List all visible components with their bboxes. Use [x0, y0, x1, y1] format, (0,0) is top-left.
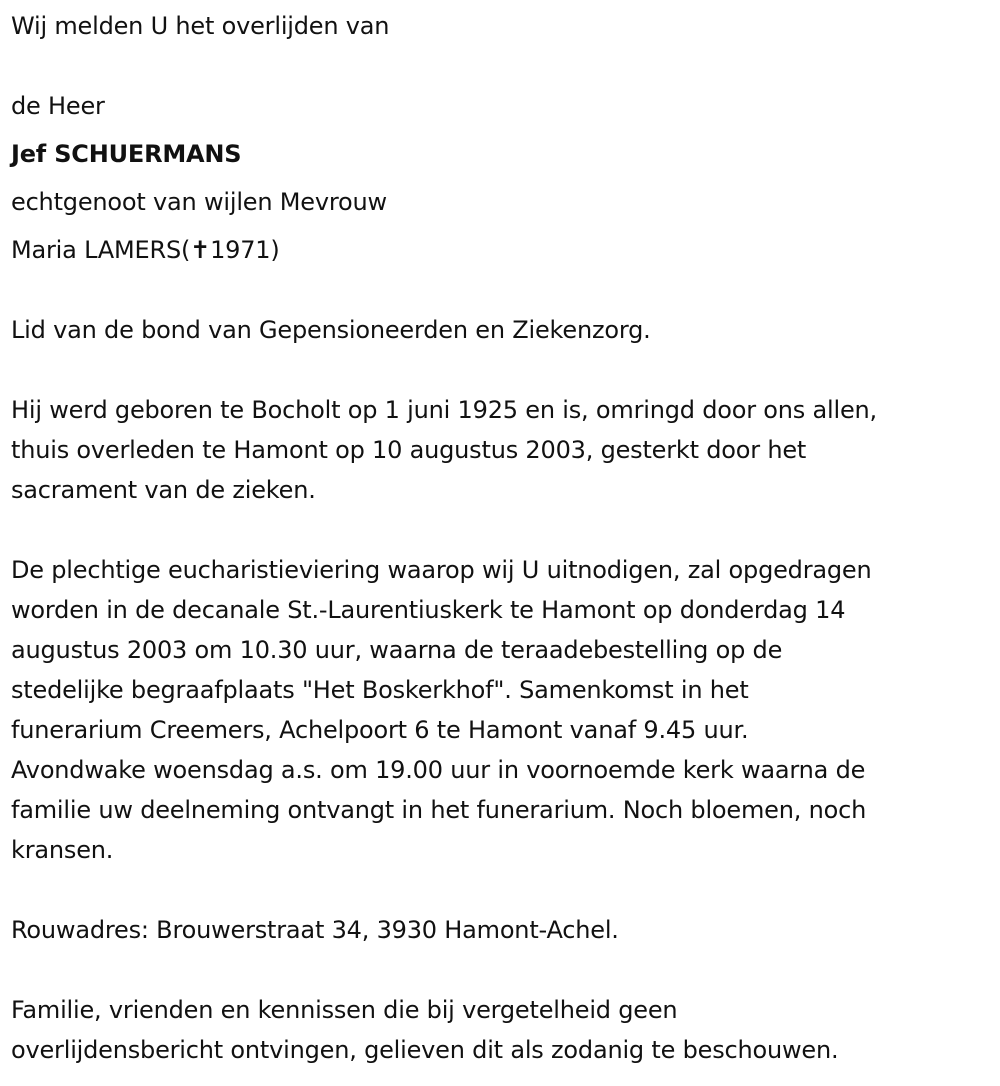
paragraph-line: stedelijke begraafplaats "Het Boskerkhof". Samenkomst in het: [11, 676, 749, 704]
paragraph-line: worden in de decanale St.-Laurentiuskerk te Hamont op donderdag 14: [11, 596, 846, 624]
paragraph-line: Hij werd geboren te Bocholt op 1 juni 1925 en is, omringd door ons allen,: [11, 396, 877, 424]
paragraph-line: augustus 2003 om 10.30 uur, waarna de teraadebestelling op de: [11, 636, 783, 664]
membership-text: Lid van de bond van Gepensioneerden en Ziekenzorg.: [11, 316, 651, 344]
paragraph-line: thuis overleden te Hamont op 10 augustus 2003, gesterkt door het: [11, 436, 807, 464]
spouse-line-2: Maria LAMERS(✝1971): [11, 236, 280, 264]
mourning-address: Rouwadres: Brouwerstraat 34, 3930 Hamont-Achel.: [11, 916, 619, 944]
paragraph-line: kransen.: [11, 836, 114, 864]
paragraph-line: De plechtige eucharistieviering waarop wij U uitnodigen, zal opgedragen: [11, 556, 872, 584]
closing-paragraph: [11, 990, 986, 1070]
paragraph-line: Familie, vrienden en kennissen die bij vergetelheid geen: [11, 996, 678, 1024]
paragraph-line: Avondwake woensdag a.s. om 19.00 uur in voornoemde kerk waarna de: [11, 756, 866, 784]
honorific: de Heer: [11, 92, 105, 120]
intro-text: Wij melden U het overlijden van: [11, 12, 390, 40]
deceased-name: Jef SCHUERMANS: [11, 140, 242, 168]
paragraph-line: familie uw deelneming ontvangt in het funerarium. Noch bloemen, noch: [11, 796, 867, 824]
spouse-line-1: echtgenoot van wijlen Mevrouw: [11, 188, 387, 216]
paragraph-line: sacrament van de zieken.: [11, 476, 316, 504]
paragraph-line: overlijdensbericht ontvingen, gelieven dit als zodanig te beschouwen.: [11, 1036, 839, 1064]
paragraph-line: funerarium Creemers, Achelpoort 6 te Hamont vanaf 9.45 uur.: [11, 716, 749, 744]
birth-death-paragraph: [11, 390, 986, 510]
ceremony-paragraph: [11, 550, 986, 870]
